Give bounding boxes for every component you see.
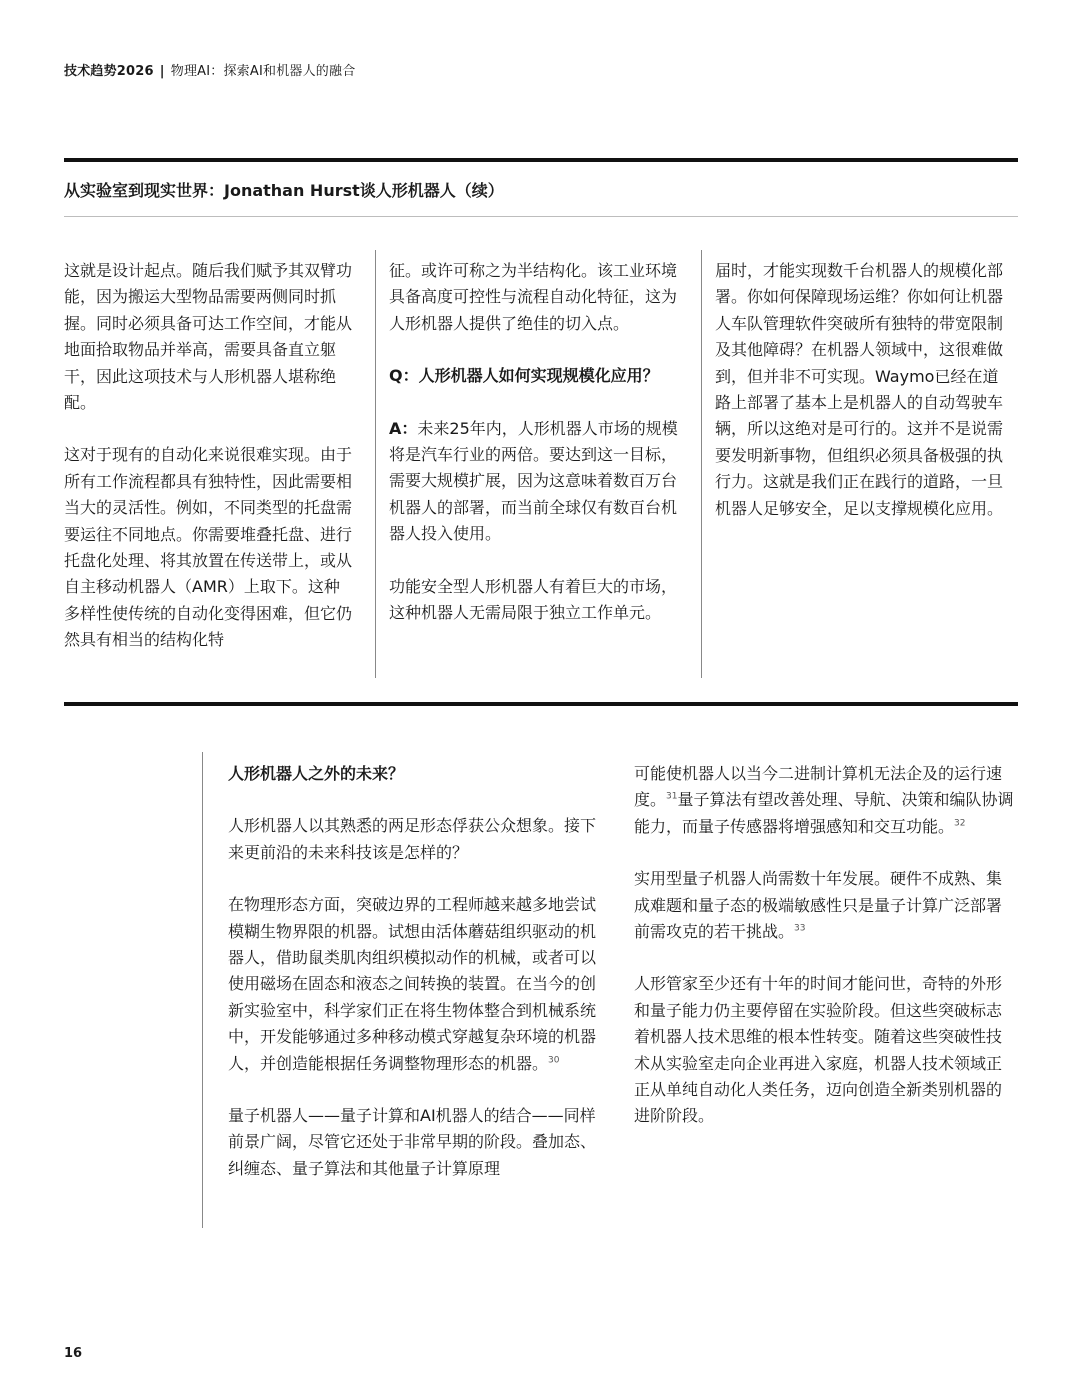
question-heading: Q：人形机器人如何实现规模化应用？ (389, 366, 659, 386)
section-top-rule (64, 158, 1018, 162)
paragraph-text: 在物理形态方面，突破边界的工程师越来越多地尝试模糊生物界限的机器。试想由活体蘑菇组织驱动的机器人，借助鼠类肌肉组织模拟动作的机械，或者可以使用磁场在固态和液态之间转换的装置。在当今的创新实验室中，科学家们正在将生物体整合到机械系统中，开发能够通过多种移动模式穿越复杂环境的机器人，并创造能根据任务调整物理形态的机器。 (228, 895, 597, 1073)
paragraph: 届时，才能实现数千台机器人的规模化部署。你如何保障现场运维？你如何让机器人车队管理软件突破所有独特的带宽限制及其他障碍？在机器人领域中，这很难做到，但并非不可实现。Waymo已经在道路上部署了基本上是机器人的自动驾驶车辆，所以这绝对是可行的。这并不是说需要发明新事物，但组织必须具备极强的执行力。这就是我们正在践行的道路，一旦机器人足够安全，足以支撑规模化应用。 (715, 261, 1004, 518)
paragraph: 这就是设计起点。随后我们赋予其双臂功能，因为搬运大型物品需要两侧同时抓握。同时必须具备可达工作空间，才能从地面拾取物品并举高，需要具备直立躯干，因此这项技术与人形机器人堪称绝配。 (64, 261, 353, 413)
section-title-rule (64, 216, 1018, 217)
paragraph: 功能安全型人形机器人有着巨大的市场，这种机器人无需局限于独立工作单元。 (389, 576, 678, 623)
paragraph (228, 892, 600, 1077)
header-separator: | (159, 64, 165, 79)
footnote-ref: 32 (954, 818, 966, 829)
paragraph: 人形管家至少还有十年的时间才能问世，奇特的外形和量子能力仍主要停留在实验阶段。但这些突破标志着机器人技术思维的根本性转变。随着这些突破性技术从实验室走向企业再进入家庭，机器人技术领域正正从单纯自动化人类任务，迈向创造全新类别机器的进阶阶段。 (634, 974, 1003, 1126)
answer-paragraph (389, 416, 679, 548)
paragraph (634, 761, 1016, 840)
answer-label: A： (389, 418, 418, 438)
paragraph (634, 866, 1016, 945)
column-divider (375, 250, 376, 678)
interview-column-1 (64, 258, 354, 680)
paragraph: 征。或许可称之为半结构化。该工业环境具备高度可控性与流程自动化特征，这为人形机器人提供了绝佳的切入点。 (389, 261, 678, 333)
section-bottom-rule (64, 702, 1018, 706)
box-left-border (202, 752, 203, 1228)
interview-column-2 (389, 258, 679, 652)
report-subtitle: 物理AI：探索AI和机器人的融合 (170, 64, 356, 79)
footnote-ref: 30 (548, 1055, 560, 1066)
future-column-left (228, 761, 600, 1208)
footnote-ref: 33 (794, 923, 806, 934)
paragraph-text: 量子算法有望改善处理、导航、决策和编队协调能力，而量子传感器将增强感知和交互功能。 (634, 790, 1014, 836)
answer-text: 未来25年内，人形机器人市场的规模将是汽车行业的两倍。要达到这一目标，需要大规模扩展，因为这意味着数百万台机器人的部署，而当前全球仅有数百台机器人投入使用。 (389, 418, 678, 544)
paragraph-text: 实用型量子机器人尚需数十年发展。硬件不成熟、集成难题和量子态的极端敏感性只是量子计算广泛部署前需攻克的若干挑战。 (634, 869, 1003, 942)
interview-column-3 (715, 258, 1010, 548)
column-divider (701, 250, 702, 678)
paragraph: 这对于现有的自动化来说很难实现。由于所有工作流程都具有独特性，因此需要相当大的灵活性。例如，不同类型的托盘需要运往不同地点。你需要堆叠托盘、进行托盘化处理、将其放置在传送带上，或从自主移动机器人（AMR）上取下。这种多样性使传统的自动化变得困难，但它仍然具有相当的结构化特 (64, 445, 353, 650)
future-column-right (634, 761, 1016, 1156)
section-title: 从实验室到现实世界：Jonathan Hurst谈人形机器人（续） (64, 181, 504, 200)
running-header (64, 60, 355, 79)
paragraph-text: 可能使机器人以当今二进制计算机无法企及的运行速度。 (634, 764, 1003, 810)
paragraph: 量子机器人——量子计算和AI机器人的结合——同样前景广阔，尽管它还处于非常早期的阶段。叠加态、纠缠态、量子算法和其他量子计算原理 (228, 1106, 597, 1178)
report-title: 技术趋势2026 (64, 64, 154, 79)
page-number: 16 (64, 1346, 83, 1361)
footnote-ref: 31 (666, 792, 678, 803)
paragraph: 人形机器人以其熟悉的两足形态俘获公众想象。接下来更前沿的未来科技该是怎样的？ (228, 816, 597, 862)
box-title: 人形机器人之外的未来？ (228, 764, 405, 783)
